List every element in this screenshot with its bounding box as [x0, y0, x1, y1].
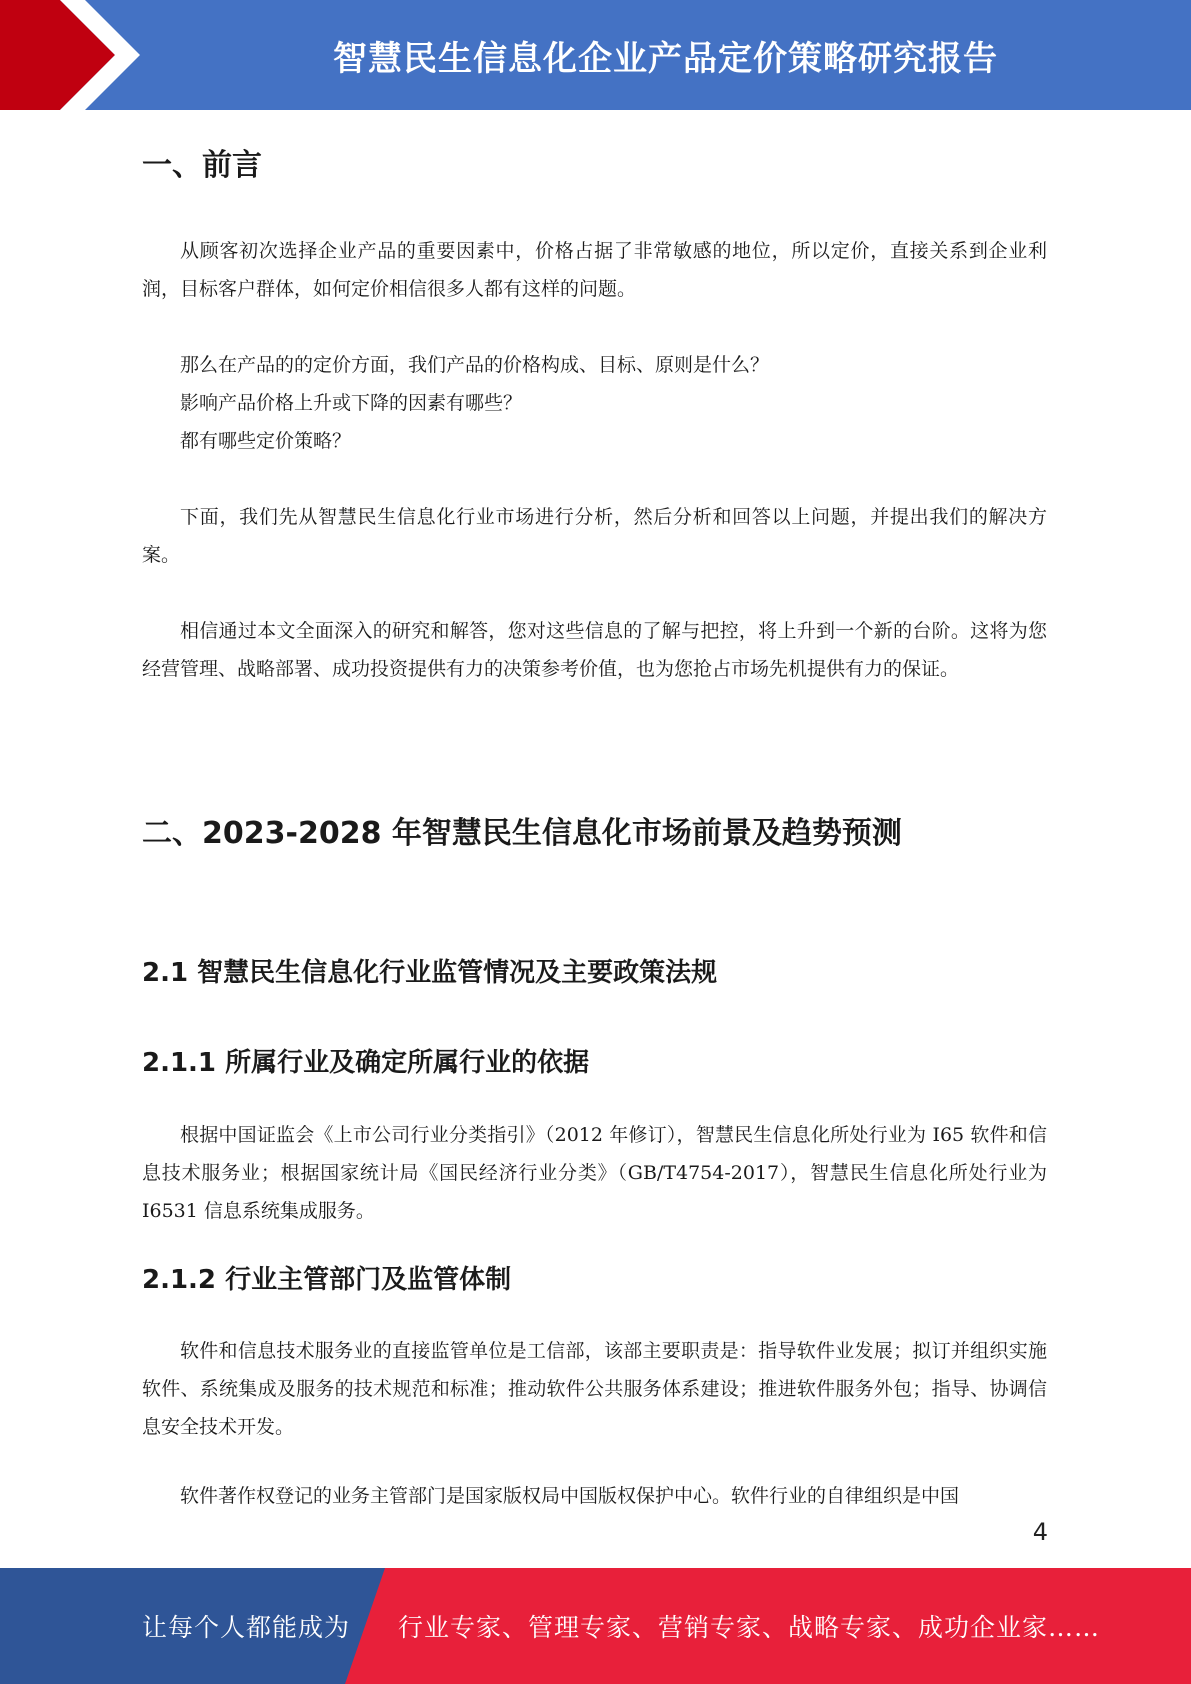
regulator-paragraph: 软件和信息技术服务业的直接监管单位是工信部，该部主要职责是：指导软件业发展；拟订并组织实施软件、系统集成及服务的技术规范和标准；推动软件公共服务体系建设；推进软件服务外包；指导、协调信息安全技术开发。 — [142, 1340, 1047, 1438]
section-2-1-2-heading: 2.1.2 行业主管部门及监管体制 — [142, 1265, 512, 1295]
intro-question-1: 那么在产品的的定价方面，我们产品的价格构成、目标、原则是什么？ — [180, 354, 770, 376]
copyright-paragraph: 软件著作权登记的业务主管部门是国家版权局中国版权保护中心。软件行业的自律组织是中国 — [180, 1485, 960, 1507]
section-1-heading: 一、前言 — [142, 148, 262, 183]
footer-slogan-roles: 行业专家、管理专家、营销专家、战略专家、成功企业家…… — [398, 1613, 1101, 1642]
footer-slogan-lead: 让每个人都能成为 — [142, 1613, 351, 1642]
page-number: 4 — [1032, 1518, 1048, 1546]
section-2-heading: 二、2023-2028 年智慧民生信息化市场前景及趋势预测 — [142, 816, 902, 851]
intro-paragraph-3: 相信通过本文全面深入的研究和解答，您对这些信息的了解与把控，将上升到一个新的台阶。这将为您经营管理、战略部署、成功投资提供有力的决策参考价值，也为您抢占市场先机提供有力的保证。 — [142, 620, 1047, 680]
header-chevron-icon — [0, 0, 150, 110]
section-2-1-1-heading: 2.1.1 所属行业及确定所属行业的依据 — [142, 1048, 590, 1078]
footer-banner — [0, 1568, 1191, 1684]
industry-classification-paragraph: 根据中国证监会《上市公司行业分类指引》（2012 年修订），智慧民生信息化所处行业为 I65 软件和信息技术服务业；根据国家统计局《国民经济行业分类》（GB/T4754-2017），智慧民生信息化所处行业为 I6531 信息系统集成服务。 — [142, 1124, 1047, 1222]
intro-question-3: 都有哪些定价策略？ — [180, 430, 352, 452]
intro-paragraph-1: 从顾客初次选择企业产品的重要因素中，价格占据了非常敏感的地位，所以定价，直接关系到企业利润，目标客户群体，如何定价相信很多人都有这样的问题。 — [142, 240, 1047, 300]
intro-paragraph-2: 下面，我们先从智慧民生信息化行业市场进行分析，然后分析和回答以上问题，并提出我们的解决方案。 — [142, 506, 1047, 566]
section-2-1-heading: 2.1 智慧民生信息化行业监管情况及主要政策法规 — [142, 958, 718, 988]
header-banner — [0, 0, 1191, 110]
intro-question-2: 影响产品价格上升或下降的因素有哪些？ — [180, 392, 523, 414]
report-title: 智慧民生信息化企业产品定价策略研究报告 — [333, 38, 998, 79]
